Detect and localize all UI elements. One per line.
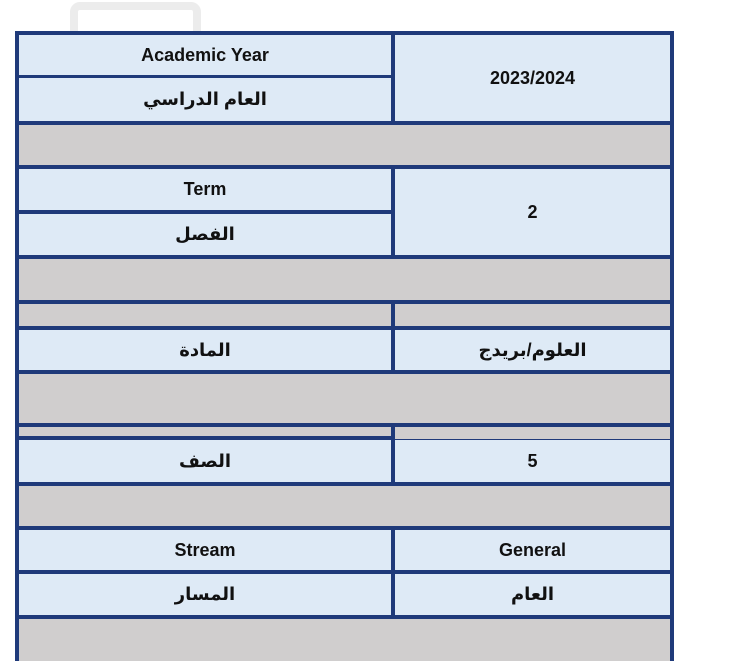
academic-year-label-en: Academic Year xyxy=(19,35,391,75)
academic-year-value: 2023/2024 xyxy=(395,35,670,121)
spacer-row xyxy=(19,374,670,423)
spacer-row xyxy=(19,125,670,165)
stream-value-ar: العام xyxy=(395,574,670,615)
term-value: 2 xyxy=(395,169,670,255)
spacer-row xyxy=(19,486,670,526)
spacer-cell xyxy=(19,427,391,436)
academic-year-label-ar: العام الدراسي xyxy=(19,78,391,121)
subject-value: العلوم/بريدج xyxy=(395,330,670,370)
spacer-cell xyxy=(395,304,670,326)
stream-label-ar: المسار xyxy=(19,574,391,615)
term-label-en: Term xyxy=(19,169,391,210)
grade-label: الصف xyxy=(19,440,391,482)
subject-label: المادة xyxy=(19,330,391,370)
spacer-row xyxy=(19,259,670,300)
spacer-cell xyxy=(19,304,391,326)
term-label-ar: الفصل xyxy=(19,214,391,255)
spacer-row xyxy=(19,619,670,661)
stream-value-en: General xyxy=(395,530,670,570)
stream-label-en: Stream xyxy=(19,530,391,570)
info-table xyxy=(15,31,674,661)
spacer-cell xyxy=(395,427,670,439)
grade-value: 5 xyxy=(395,440,670,482)
